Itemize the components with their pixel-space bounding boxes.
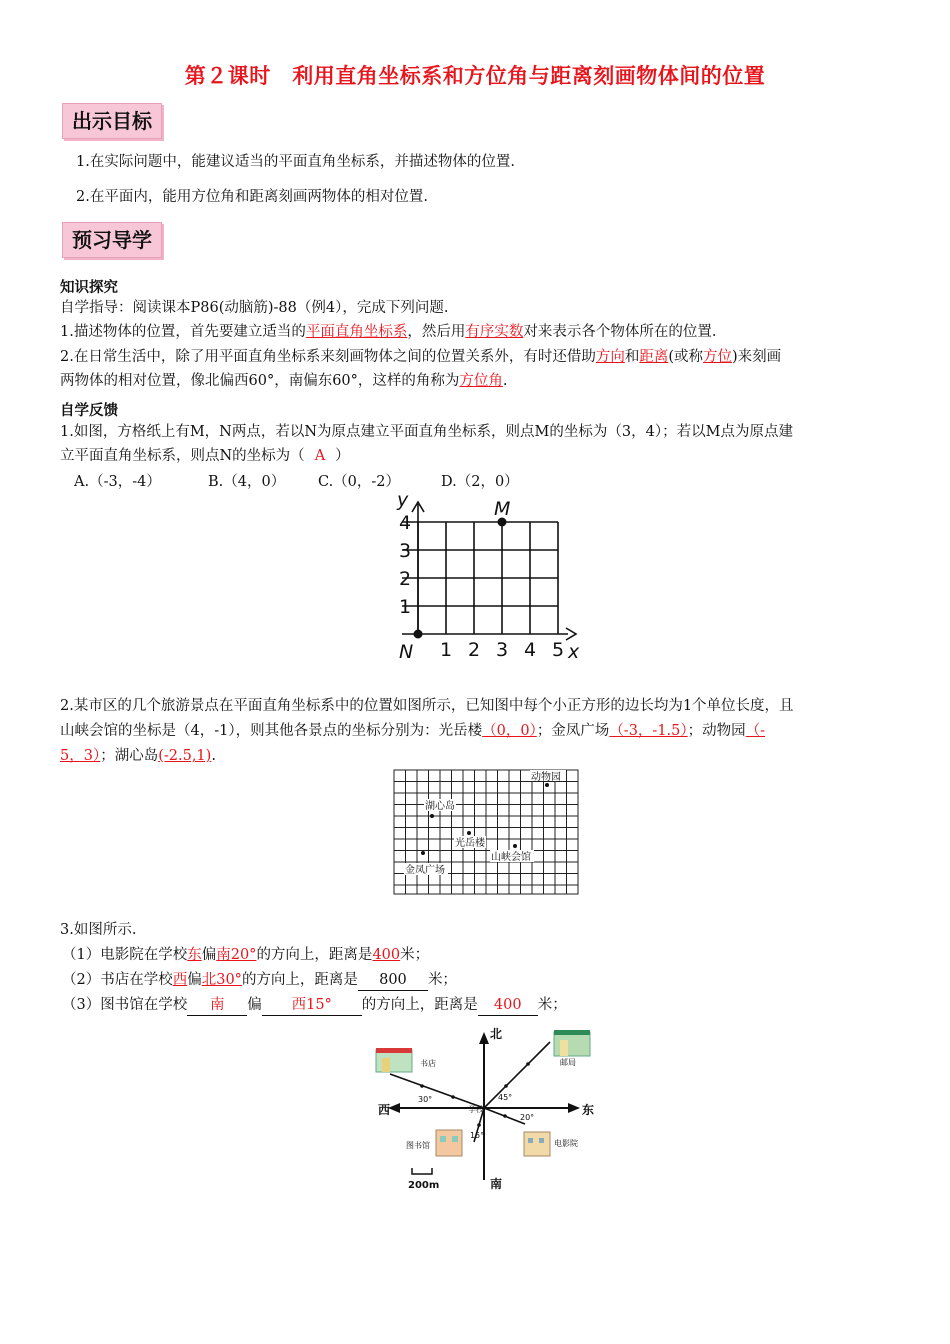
y-axis-label: y (397, 492, 409, 511)
square-dot (421, 851, 425, 855)
option-d: D.（2，0） (441, 474, 519, 490)
option-c: C.（0，-2） (318, 474, 401, 490)
lake-dot (430, 814, 434, 818)
problem1-line1: 1.如图，方格纸上有M，N两点，若以N为原点建立平面直角坐标系，则点M的坐标为（3，4）；若以M点为原点建 (60, 424, 793, 440)
goal-item: 1.在实际问题中，能建议适当的平面直角坐标系，并描述物体的位置. (76, 154, 515, 170)
x-tick: 1 (440, 639, 453, 661)
page-title: 第２课时 利用直角坐标系和方位角与距离刻画物体间的位置 (184, 64, 766, 88)
problem1-line2: 立平面直角坐标系，则点N的坐标为（ A ） (60, 448, 350, 464)
cinema-icon (524, 1132, 550, 1156)
east-label: 东 (582, 1103, 595, 1117)
square-label: 金凤广场 (405, 865, 445, 876)
problem3-intro: 3.如图所示. (60, 922, 137, 938)
x-tick: 5 (552, 639, 565, 661)
zoo-dot (545, 783, 549, 787)
west-label: 西 (378, 1103, 391, 1117)
knowledge-heading: 知识探究 (60, 280, 118, 296)
problem3-l1: （1）电影院在学校东偏南20°的方向上，距离是400米； (62, 947, 430, 963)
angle-20: 20° (520, 1113, 535, 1122)
x-tick: 2 (468, 639, 481, 661)
library-label: 图书馆 (406, 1141, 430, 1150)
y-tick: 3 (399, 540, 412, 562)
hall-dot (513, 844, 517, 848)
n-label: N (399, 641, 414, 663)
y-tick: 2 (399, 568, 412, 590)
north-label: 北 (490, 1027, 503, 1041)
knowledge-q1: 1.描述物体的位置，首先要建立适当的平面直角坐标系，然后用有序实数对来表示各个物体所在的位置. (60, 324, 717, 340)
preview-badge: 预习导学 (62, 222, 162, 258)
problem3-l3: （3）图书馆在学校 南 偏 西15° 的方向上，距离是 400 米； (62, 995, 567, 1016)
knowledge-q2-cont: 两物体的相对位置，像北偏西60°，南偏东60°，这样的角称为方位角. (60, 373, 508, 389)
compass-diagram (360, 1020, 600, 1196)
school-label: 学校 (468, 1105, 484, 1114)
knowledge-q2: 2.在日常生活中，除了用平面直角坐标系来刻画物体之间的位置关系外，有时还借助方向和距离(或称方位)来刻画 (60, 349, 782, 365)
post-label: 邮局 (560, 1058, 576, 1067)
point-n (414, 630, 423, 639)
angle-30: 30° (418, 1095, 433, 1104)
m-label: M (494, 498, 511, 520)
tower-dot (467, 831, 471, 835)
feedback-heading: 自学反馈 (60, 403, 118, 419)
angle-15: 15° (470, 1131, 485, 1140)
bookstore-label: 书店 (420, 1059, 436, 1068)
x-tick: 4 (524, 639, 537, 661)
zoo-label: 动物园 (531, 772, 561, 783)
scale-bar (408, 1168, 439, 1191)
x-axis-label: x (568, 641, 580, 663)
goals-badge: 出示目标 (62, 103, 162, 139)
scenic-map (390, 766, 580, 898)
scale-label: 200m (408, 1180, 440, 1191)
tower-label: 光岳楼 (455, 838, 485, 849)
option-b: B.（4，0） (208, 474, 286, 490)
lake-label: 湖心岛 (425, 801, 455, 812)
grid-graph (385, 492, 585, 664)
problem2-line1: 2.某市区的几个旅游景点在平面直角坐标系中的位置如图所示，已知图中每个小正方形的边长均为1个单位长度，且 (60, 698, 794, 714)
problem3-l2: （2）书店在学校西偏北30°的方向上，距离是 800 米； (62, 970, 457, 991)
y-tick: 1 (399, 596, 412, 618)
option-a: A.（-3，-4） (74, 474, 161, 490)
hall-label: 山峡会馆 (491, 852, 531, 863)
goal-item: 2.在平面内，能用方位角和距离刻画两物体的相对位置. (76, 189, 428, 205)
angle-45: 45° (498, 1093, 513, 1102)
problem2-line2: 山峡会馆的坐标是（4，-1），则其他各景点的坐标分别为：光岳楼（0，0）；金凤广场（-3，-1.5）；动物园（- (60, 723, 766, 739)
problem2-line3: 5，3）；湖心岛(-2.5,1). (60, 748, 216, 764)
guide-text: 自学指导：阅读课本P86(动脑筋)-88（例4），完成下列问题. (60, 300, 449, 316)
x-tick: 3 (496, 639, 509, 661)
cinema-label: 电影院 (554, 1139, 578, 1148)
post-office-icon (554, 1030, 590, 1056)
y-tick: 4 (399, 512, 412, 534)
south-label: 南 (490, 1177, 503, 1191)
bookstore-icon (376, 1048, 412, 1072)
library-icon (436, 1130, 462, 1156)
